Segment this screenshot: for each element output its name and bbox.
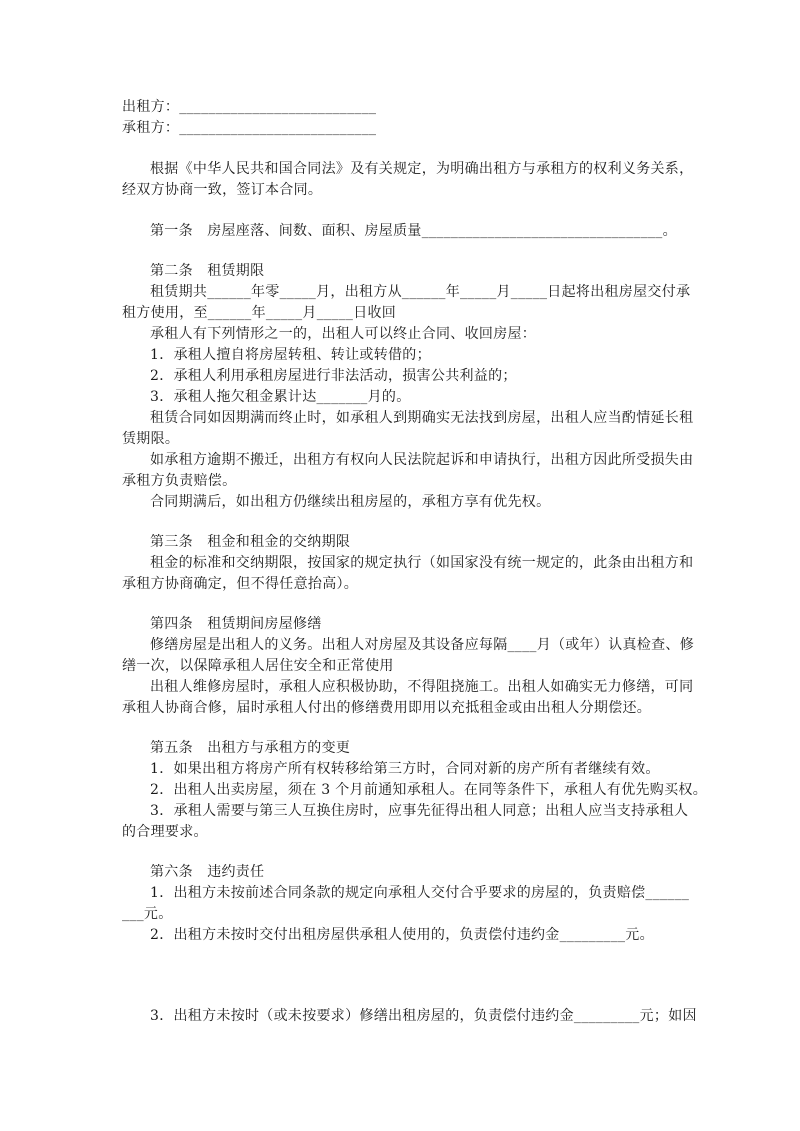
article3-line: 承租方协商确定，但不得任意抬高）。 <box>122 576 359 592</box>
article4-line: 出租人维修房屋时，承租人应积极协助，不得阻挠施工。出租人如确实无力修缮，可同 <box>150 679 694 695</box>
article2-line: 承租人有下列情形之一的，出租人可以终止合同、收回房屋： <box>150 326 537 342</box>
article6-line: 2．出租方未按时交付出租房屋供承租人使用的，负责偿付违约金_________元。 <box>150 927 654 943</box>
article2-line: 租赁合同如因期满而终止时，如承租人到期确实无法找到房屋，出租人应当酌情延长租 <box>150 410 694 426</box>
article4-line: 缮一次，以保障承租人居住安全和正常使用 <box>122 658 394 674</box>
intro-line: 经双方协商一致，签订本合同。 <box>122 182 323 198</box>
article5-line: 1．如果出租方将房产所有权转移给第三方时，合同对新的房产所有者继续有效。 <box>150 761 660 777</box>
article1-line: 第一条 房屋座落、间数、面积、房屋质量_________________________________。 <box>150 223 677 239</box>
article2-line: 合同期满后，如出租方仍继续出租房屋的，承租方享有优先权。 <box>150 494 551 510</box>
article4-line: 修缮房屋是出租人的义务。出租人对房屋及其设备应每隔____月（或年）认真检查、修 <box>150 637 694 653</box>
article2-line: 租赁期共______年零_____月，出租方从______年_____月_____日起将出租房屋交付承 <box>150 284 691 300</box>
article2-line: 3．承租人拖欠租金累计达_______月的。 <box>150 389 411 405</box>
article2-title: 第二条 租赁期限 <box>150 263 265 279</box>
lessor-line: 出租方：___________________________ <box>122 99 377 115</box>
intro-line: 根据《中华人民共和国合同法》及有关规定，为明确出租方与承租方的权利义务关系， <box>150 161 694 177</box>
article2-line: 租方使用，至______年_____月_____日收回 <box>122 305 397 321</box>
article3-title: 第三条 租金和租金的交纳期限 <box>150 534 351 550</box>
article6-title: 第六条 违约责任 <box>150 864 265 880</box>
article2-line: 如承租方逾期不搬迁，出租方有权向人民法院起诉和申请执行，出租方因此所受损失由 <box>150 452 694 468</box>
article4-line: 承租人协商合修，届时承租人付出的修缮费用即用以充抵租金或由出租人分期偿还。 <box>122 700 652 716</box>
article2-line: 承租方负责赔偿。 <box>122 473 237 489</box>
article6-line: ___元。 <box>122 906 173 922</box>
article6-line: 3．出租方未按时（或未按要求）修缮出租房屋的，负责偿付违约金_________元；如因 <box>150 1008 697 1024</box>
article5-line: 的合理要求。 <box>122 824 208 840</box>
article3-line: 租金的标准和交纳期限，按国家的规定执行（如国家没有统一规定的，此条由出租方和 <box>150 555 694 571</box>
article4-title: 第四条 租赁期间房屋修缮 <box>150 616 322 632</box>
article5-line: 3．承租人需要与第三人互换住房时，应事先征得出租人同意；出租人应当支持承租人 <box>150 803 689 819</box>
article5-title: 第五条 出租方与承租方的变更 <box>150 740 351 756</box>
article2-line: 1．承租人擅自将房屋转租、转让或转借的； <box>150 347 431 363</box>
article2-line: 2．承租人利用承租房屋进行非法活动，损害公共利益的； <box>150 368 517 384</box>
article6-line: 1．出租方未按前述合同条款的规定向承租人交付合乎要求的房屋的，负责赔偿______ <box>150 885 690 901</box>
lessee-line: 承租方：___________________________ <box>122 120 377 136</box>
article2-line: 赁期限。 <box>122 431 180 447</box>
article5-line: 2．出租人出卖房屋，须在 3 个月前通知承租人。在同等条件下，承租人有优先购买权。 <box>150 782 708 798</box>
